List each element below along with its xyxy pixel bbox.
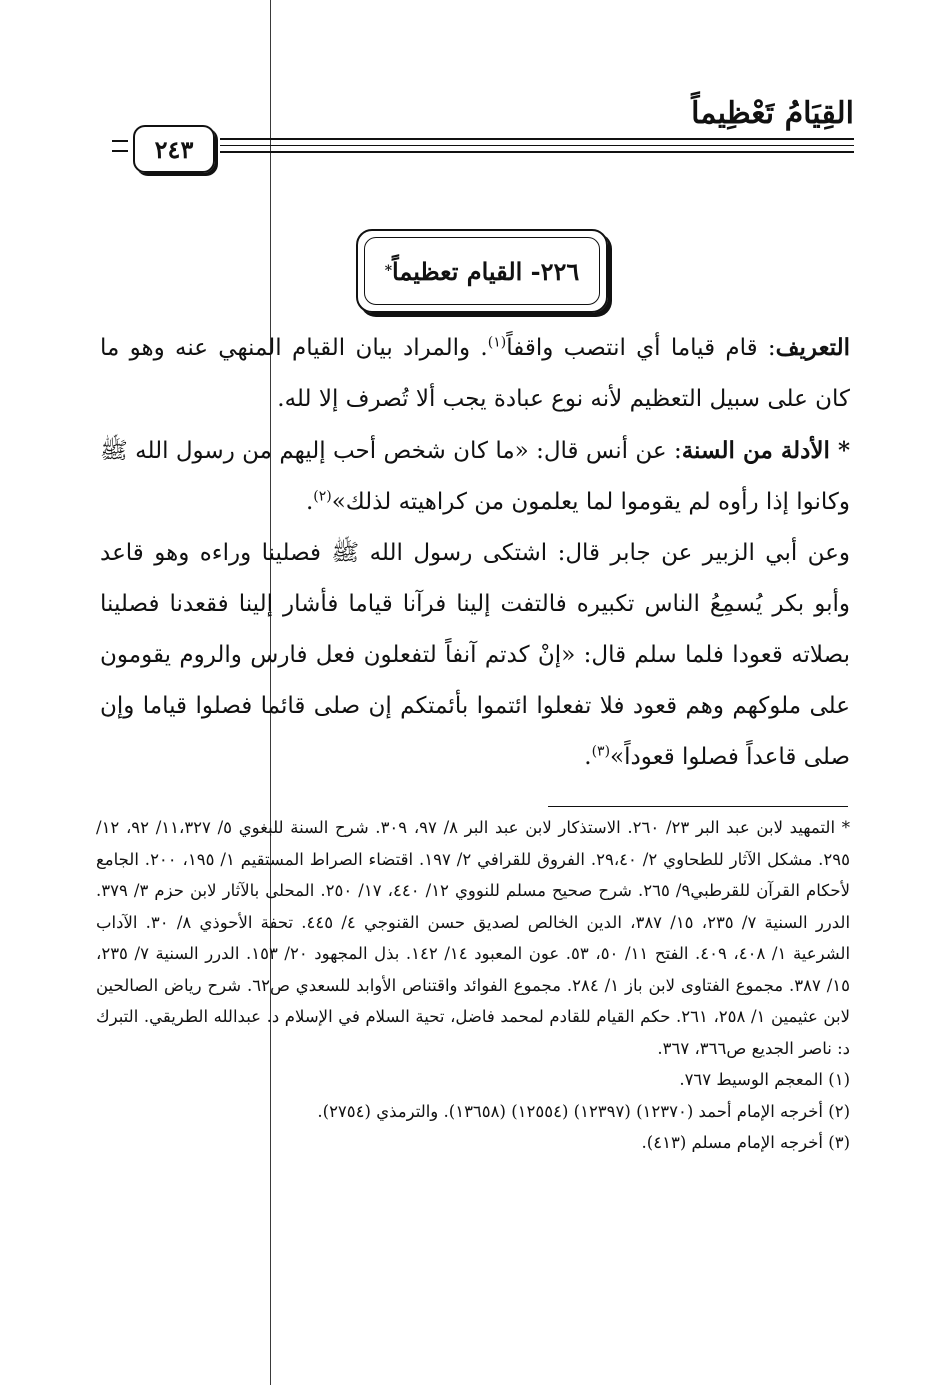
paragraph-hadith bbox=[100, 528, 850, 783]
paragraph-evidence bbox=[100, 425, 850, 528]
header-rule bbox=[220, 151, 854, 153]
page-number-text: ٢٤٣ bbox=[154, 134, 194, 164]
footnote-2: (٢) أخرجه الإمام أحمد (١٢٣٧٠) (١٢٣٩٧) (١٢٥٥٤) (١٣٦٥٨). والترمذي (٢٧٥٤). bbox=[317, 1101, 850, 1121]
section-heading bbox=[364, 237, 600, 305]
footnote-ref: (٢) bbox=[313, 488, 332, 505]
header-rule-end bbox=[112, 140, 128, 142]
footnote-1: (١) المعجم الوسيط ٧٦٧. bbox=[679, 1070, 850, 1089]
header-rule-end bbox=[112, 150, 128, 152]
hadith-text: وعن أبي الزبير عن جابر قال: اشتكى رسول الله ﷺ فصلينا وراءه وهو قاعد وأبو بكر يُسمِعُ الناس تكبيره فالتفت إلينا فرآنا قياما فأشار إلينا فقعدنا فصلينا بصلاته قعودا فلما سلم قال: «إنْ كدتم آنفاً لتفعلون فعل فارس والروم يقومون على ملوكهم وهم قعود فلا تفعلوا ائتموا بأئمتكم إن صلى قائما فصلوا قياما وإن صلى قاعداً فصلوا قعوداً» bbox=[100, 540, 850, 770]
heading-footnote-marker: * bbox=[384, 263, 393, 279]
section-heading-frame bbox=[356, 229, 608, 313]
definition-label: التعريف bbox=[775, 334, 851, 361]
footnotes bbox=[96, 812, 850, 1159]
header-rule bbox=[220, 145, 854, 146]
main-text bbox=[100, 322, 850, 783]
definition-text: : قام قياما أي انتصب واقفاً bbox=[506, 335, 776, 361]
footnote-ref: (١) bbox=[487, 334, 507, 351]
running-title: القِيَامُ تَعْظِيماً bbox=[691, 96, 854, 131]
page-number bbox=[133, 125, 215, 173]
evidence-text: : عن أنس قال: «ما كان شخص أحب إليهم من رسول الله ﷺ وكانوا إذا رأوه لم يقوموا لما يعلمون من كراهيته لذلك» bbox=[100, 438, 850, 515]
section-heading-text: ٢٢٦- القيام تعظيماً bbox=[392, 256, 580, 286]
hadith-text-end: . bbox=[584, 744, 592, 770]
footnote-star: * التمهيد لابن عبد البر ٢٣/ ٢٦٠. الاستذكار لابن عبد البر ٨/ ٩٧، ٣٠٩. شرح السنة للبغوي ٥/ ١١،٣٢٧/ ٩٢، ١٢/ ٢٩٥. مشكل الآثار للطحاوي ٢/ ٢٩،٤٠. الفروق للقرافي ٢/ ١٩٧. اقتضاء الصراط المستقيم ١/ ١٩٥، ٢٠٠. الجامع لأحكام القرآن للقرطبي٩/ ٢٦٥. شرح صحيح مسلم للنووي ١٢/ ٤٤٠، ١٧/ ٢٥٠. المحلى بالآثار لابن حزم ٣/ ٣٧٩. الدرر السنية ٧/ ٢٣٥، ١٥/ ٣٨٧، الدين الخالص لصديق حسن القنوجي ٤/ ٤٤٥. تحفة الأحوذي ٨/ ٣٠. الآداب الشرعية ١/ ٤٠٨، ٤٠٩. الفتح ١١/ ٥٠، ٥٣. عون المعبود ١٤/ ١٤٢. بذل المجهود ٢٠/ ١٥٣. الدرر السنية ٧/ ٢٣٥، ١٥/ ٣٨٧. مجموع الفتاوى لابن باز ١/ ٢٨٤. مجموع الفوائد واقتناص الأوابد للسعدي ص٦٢. شرح رياض الصالحين لابن عثيمين ١/ ٢٥٨، ٢٦١. حكم القيام للقادم لمحمد فاضل، تحية السلام في الإسلام د. عبدالله الطريقي. التبرك د: ناصر الجديع ص٣٦٦، ٣٦٧. bbox=[96, 818, 851, 1058]
footnote-ref: (٣) bbox=[591, 743, 611, 760]
paragraph-definition bbox=[100, 322, 850, 425]
definition-text-cont: . والمراد بيان القيام المنهي عنه وهو ما كان على سبيل التعظيم لأنه نوع عبادة يجب ألا تُصرف إلا لله. bbox=[100, 335, 850, 412]
footnote-separator bbox=[548, 806, 848, 807]
evidence-text-end: . bbox=[305, 489, 314, 515]
header-rule bbox=[220, 138, 854, 140]
evidence-label: * الأدلة من السنة bbox=[681, 437, 851, 464]
footnote-3: (٣) أخرجه الإمام مسلم (٤١٣). bbox=[641, 1133, 850, 1152]
